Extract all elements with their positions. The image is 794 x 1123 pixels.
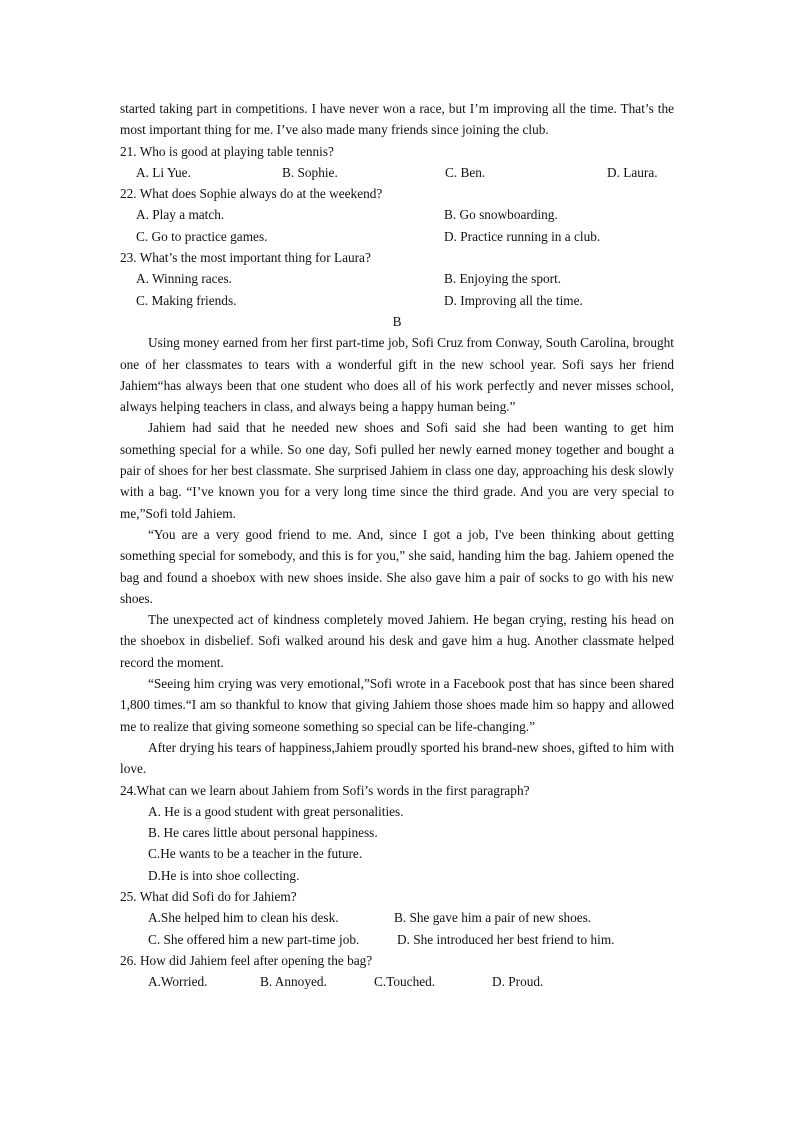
option-c: C. She offered him a new part-time job. (148, 931, 360, 947)
option-c: C. Making friends. (136, 292, 237, 308)
question-22-stem: 22. What does Sophie always do at the weekend? (120, 186, 383, 202)
option-d: D. She introduced her best friend to him. (397, 931, 615, 947)
option-a: A. Li Yue. (136, 164, 191, 180)
option-a: A. He is a good student with great personalities. (148, 803, 404, 819)
question-25-row-1 (120, 907, 674, 928)
question-23-row-2 (120, 290, 674, 311)
option-a: A.She helped him to clean his desk. (148, 910, 339, 926)
option-b: B. She gave him a pair of new shoes. (394, 910, 592, 926)
question-21-stem: 21. Who is good at playing table tennis? (120, 143, 334, 159)
question-22-row-2 (120, 226, 674, 247)
question-21-options (120, 162, 674, 183)
question-23-row-1 (120, 268, 674, 289)
option-d: D. Improving all the time. (444, 292, 583, 308)
option-a: A. Winning races. (136, 271, 232, 287)
question-25-stem: 25. What did Sofi do for Jahiem? (120, 888, 297, 904)
option-d: D. Practice running in a club. (444, 228, 601, 244)
option-c: C. Ben. (445, 164, 486, 180)
passage-paragraph-6: After drying his tears of happiness,Jahiem proudly sported his brand-new shoes, gifted to him with love. (120, 739, 674, 777)
passage-paragraph-5: “Seeing him crying was very emotional,”Sofi wrote in a Facebook post that has since been shared 1,800 times.“I am so thankful to know that giving Jahiem those shoes made him so happy and allowed me to realize that giving someone something so special can be life-changing.” (120, 676, 674, 734)
option-d: D.He is into shoe collecting. (148, 867, 300, 883)
passage-paragraph-4: The unexpected act of kindness completely moved Jahiem. He began crying, resting his head on the shoebox in disbelief. Sofi walked around his desk and gave him a hug. Another classmate helped record the moment. (120, 612, 674, 670)
section-heading-b: B (392, 313, 402, 329)
option-b: B. Annoyed. (260, 974, 327, 990)
intro-paragraph: started taking part in competitions. I have never won a race, but I’m improving all the time. That’s the most important thing for me. I’ve also made many friends since joining the club. (120, 101, 674, 138)
option-d: D. Proud. (492, 974, 544, 990)
option-c: C.He wants to be a teacher in the future. (148, 846, 363, 862)
passage-paragraph-2: Jahiem had said that he needed new shoes and Sofi said she had been wanting to get him something special for a while. So one day, Sofi pulled her newly earned money together and bought a pair of shoes for her best classmate. She surprised Jahiem in class one day, approaching his desk slowly with a bag. “I’ve known you for a very long time since the third grade. And you are very special to me,”Sofi told Jahiem. (120, 420, 674, 521)
option-d: D. Laura. (607, 164, 658, 180)
question-24-stem: 24.What can we learn about Jahiem from Sofi’s words in the first paragraph? (120, 782, 530, 798)
option-c: C.Touched. (374, 974, 436, 990)
option-c: C. Go to practice games. (136, 228, 268, 244)
option-b: B. He cares little about personal happiness. (148, 825, 378, 841)
passage-paragraph-3: “You are a very good friend to me. And, since I got a job, I've been thinking about getting something special for somebody, and this is for you,” she said, handing him the bag. Jahiem opened the bag and found a shoebox with new shoes inside. She also gave him a pair of socks to go with his new shoes. (120, 526, 674, 606)
document-page (120, 98, 674, 992)
question-23-stem: 23. What’s the most important thing for Laura? (120, 250, 371, 266)
option-a: A.Worried. (148, 974, 208, 990)
passage-paragraph-1: Using money earned from her first part-time job, Sofi Cruz from Conway, South Carolina, brought one of her classmates to tears with a wonderful gift in the new school year. Sofi says her friend Jahiem“has always been that one student who does all of his work perfectly and never misses school, always helping teachers in class, and always being a happy human being.” (120, 335, 674, 415)
option-b: B. Go snowboarding. (444, 207, 558, 223)
question-25-row-2 (120, 929, 674, 950)
option-a: A. Play a match. (136, 207, 225, 223)
option-b: B. Sophie. (282, 164, 338, 180)
question-26-options (120, 971, 674, 992)
question-22-row-1 (120, 204, 674, 225)
question-26-stem: 26. How did Jahiem feel after opening the bag? (120, 952, 373, 968)
option-b: B. Enjoying the sport. (444, 271, 562, 287)
